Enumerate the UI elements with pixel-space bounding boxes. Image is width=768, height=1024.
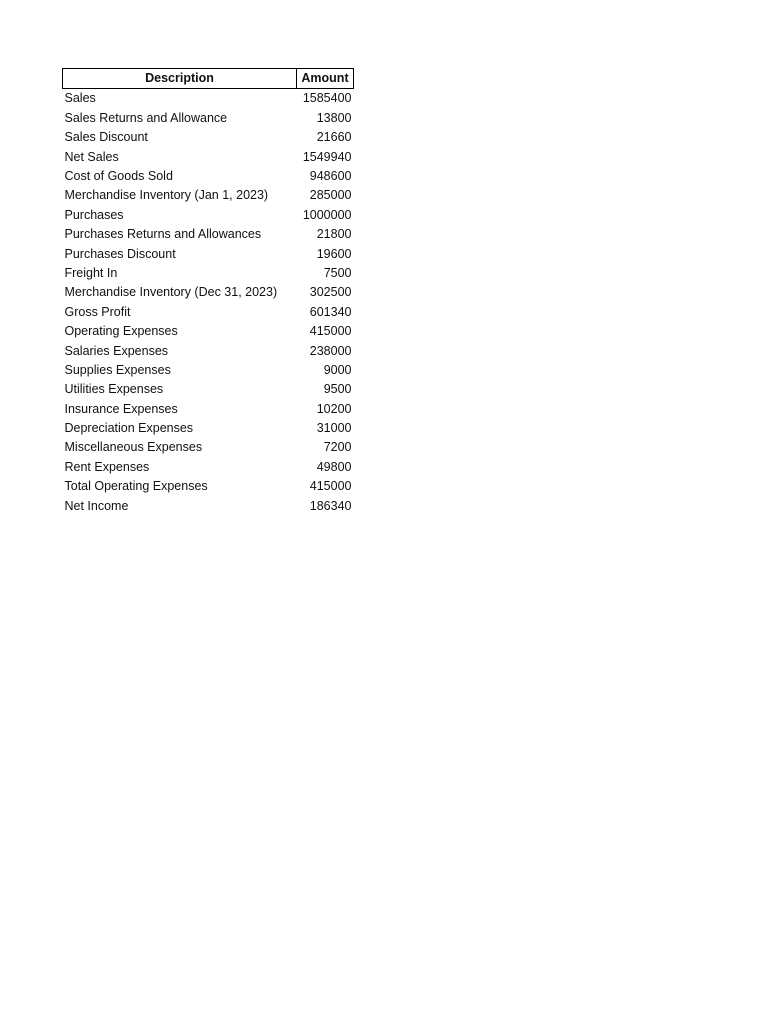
table-row <box>63 167 354 186</box>
table-row <box>63 477 354 496</box>
row-amount: 948600 <box>309 169 352 183</box>
row-amount: 9500 <box>323 382 352 397</box>
row-description: Purchases Discount <box>64 246 176 261</box>
table-row <box>63 419 354 438</box>
row-amount: 415000 <box>309 479 352 494</box>
row-description: Sales Discount <box>64 130 148 145</box>
income-statement-table <box>62 68 354 516</box>
row-description: Salaries Expenses <box>64 343 169 358</box>
amount-column-header: Amount <box>297 69 354 89</box>
row-description: Supplies Expenses <box>64 362 171 377</box>
table-row <box>63 283 354 302</box>
table-row <box>63 360 354 379</box>
row-amount: 238000 <box>309 343 352 358</box>
row-amount: 13800 <box>316 110 352 125</box>
row-description: Miscellaneous Expenses <box>64 440 203 455</box>
row-description: Operating Expenses <box>64 324 178 339</box>
row-amount: 285000 <box>309 188 352 203</box>
table-row <box>63 89 354 109</box>
row-amount: 21660 <box>316 130 352 145</box>
row-description: Purchases Returns and Allowances <box>64 227 262 242</box>
table-row <box>63 108 354 127</box>
row-amount: 1549940 <box>302 149 352 164</box>
row-description: Merchandise Inventory (Jan 1, 2023) <box>64 188 269 203</box>
row-amount: 49800 <box>316 459 352 474</box>
header-row <box>63 69 354 89</box>
row-amount: 7500 <box>323 265 352 280</box>
row-amount: 601340 <box>309 304 352 319</box>
income-statement-sheet <box>62 68 354 516</box>
row-description: Cost of Goods Sold <box>64 169 173 183</box>
row-amount: 1000000 <box>302 207 352 222</box>
row-description: Depreciation Expenses <box>64 421 194 436</box>
table-header <box>63 69 354 89</box>
row-amount: 19600 <box>316 246 352 261</box>
table-row <box>63 302 354 321</box>
row-description: Freight In <box>64 265 118 280</box>
row-amount: 7200 <box>323 440 352 455</box>
row-description: Total Operating Expenses <box>64 479 208 494</box>
row-description: Sales <box>64 91 96 106</box>
row-description: Sales Returns and Allowance <box>64 110 228 125</box>
row-amount: 186340 <box>309 498 352 513</box>
row-description: Gross Profit <box>64 304 131 319</box>
table-row <box>63 205 354 224</box>
row-amount: 302500 <box>309 285 352 300</box>
row-description: Rent Expenses <box>64 459 150 474</box>
table-row <box>63 225 354 244</box>
row-description: Purchases <box>64 207 124 222</box>
row-amount: 1585400 <box>302 91 352 106</box>
row-description: Insurance Expenses <box>64 401 178 416</box>
table-row <box>63 244 354 263</box>
row-description: Net Sales <box>64 149 119 164</box>
row-amount: 10200 <box>316 401 352 416</box>
table-row <box>63 128 354 147</box>
row-description: Utilities Expenses <box>64 382 164 397</box>
table-row <box>63 341 354 360</box>
row-amount: 21800 <box>316 227 352 242</box>
table-row <box>63 322 354 341</box>
table-row <box>63 457 354 476</box>
row-amount: 415000 <box>309 324 352 339</box>
table-row <box>63 438 354 457</box>
table-row <box>63 186 354 205</box>
row-amount: 9000 <box>323 362 352 377</box>
row-description: Net Income <box>64 498 129 513</box>
table-row <box>63 264 354 283</box>
row-description: Merchandise Inventory (Dec 31, 2023) <box>64 285 278 300</box>
table-row <box>63 399 354 418</box>
description-column-header: Description <box>63 69 297 89</box>
table-row <box>63 380 354 399</box>
table-row <box>63 496 354 515</box>
row-amount: 31000 <box>316 421 352 436</box>
table-row <box>63 147 354 166</box>
table-body <box>63 89 354 516</box>
